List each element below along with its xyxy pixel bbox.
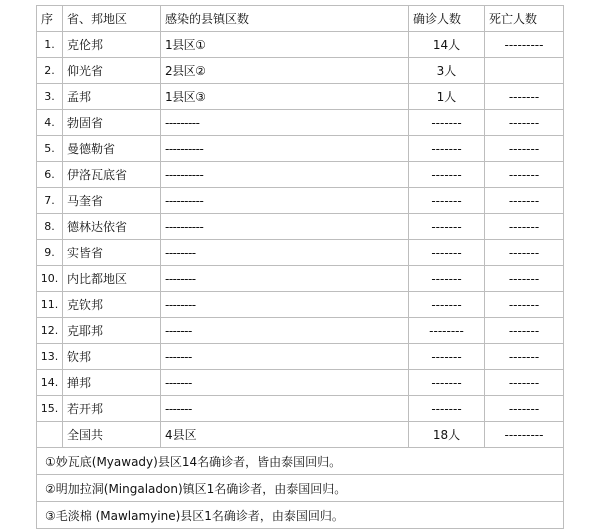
row-confirmed: ------- (409, 266, 485, 292)
total-confirmed: 18人 (409, 422, 485, 448)
row-region: 马奎省 (63, 188, 161, 214)
row-deaths: ------- (485, 396, 564, 422)
row-region: 若开邦 (63, 396, 161, 422)
row-confirmed: ------- (409, 396, 485, 422)
covid-cases-table (36, 5, 564, 529)
row-no: 6. (37, 162, 63, 188)
row-region: 仰光省 (63, 58, 161, 84)
header-no: 序 (37, 6, 63, 32)
row-confirmed: ------- (409, 240, 485, 266)
table-row (37, 318, 564, 344)
table-row (37, 110, 564, 136)
row-districts: ------- (161, 370, 409, 396)
row-confirmed: 1人 (409, 84, 485, 110)
row-no: 15. (37, 396, 63, 422)
table-header-row (37, 6, 564, 32)
row-confirmed: ------- (409, 344, 485, 370)
row-deaths: ------- (485, 84, 564, 110)
row-districts: ---------- (161, 188, 409, 214)
row-deaths: ------- (485, 136, 564, 162)
row-no: 14. (37, 370, 63, 396)
row-region: 内比都地区 (63, 266, 161, 292)
row-region: 钦邦 (63, 344, 161, 370)
row-region: 掸邦 (63, 370, 161, 396)
table-row (37, 266, 564, 292)
row-no: 8. (37, 214, 63, 240)
row-districts: ------- (161, 396, 409, 422)
row-confirmed: ------- (409, 292, 485, 318)
row-no: 11. (37, 292, 63, 318)
total-row (37, 422, 564, 448)
row-region: 曼德勒省 (63, 136, 161, 162)
total-districts: 4县区 (161, 422, 409, 448)
row-confirmed: ------- (409, 214, 485, 240)
row-districts: ------- (161, 318, 409, 344)
row-deaths: ------- (485, 162, 564, 188)
note-row (37, 475, 564, 502)
row-region: 克耶邦 (63, 318, 161, 344)
row-no: 2. (37, 58, 63, 84)
note-2: ②明加拉洞(Mingaladon)镇区1名确诊者，由泰国回归。 (37, 475, 564, 502)
row-districts: 1县区③ (161, 84, 409, 110)
table-row (37, 240, 564, 266)
note-row (37, 448, 564, 475)
row-region: 孟邦 (63, 84, 161, 110)
table-row (37, 370, 564, 396)
row-confirmed: ------- (409, 110, 485, 136)
row-districts: -------- (161, 240, 409, 266)
row-region: 克钦邦 (63, 292, 161, 318)
table-row (37, 344, 564, 370)
table-row (37, 32, 564, 58)
row-districts: ---------- (161, 162, 409, 188)
row-region: 克伦邦 (63, 32, 161, 58)
row-no: 9. (37, 240, 63, 266)
header-deaths: 死亡人数 (485, 6, 564, 32)
header-region: 省、邦地区 (63, 6, 161, 32)
row-districts: ---------- (161, 214, 409, 240)
row-deaths: ------- (485, 110, 564, 136)
row-deaths: ------- (485, 214, 564, 240)
row-deaths: ------- (485, 292, 564, 318)
row-region: 德林达依省 (63, 214, 161, 240)
row-deaths (485, 58, 564, 84)
row-no: 3. (37, 84, 63, 110)
row-deaths: ------- (485, 344, 564, 370)
row-districts: -------- (161, 266, 409, 292)
header-districts: 感染的县镇区数 (161, 6, 409, 32)
row-deaths: ------- (485, 188, 564, 214)
table-row (37, 84, 564, 110)
row-districts: ---------- (161, 136, 409, 162)
row-region: 伊洛瓦底省 (63, 162, 161, 188)
note-1: ①妙瓦底(Myawady)县区14名确诊者，皆由泰国回归。 (37, 448, 564, 475)
row-confirmed: 14人 (409, 32, 485, 58)
row-no: 1. (37, 32, 63, 58)
row-districts: 2县区② (161, 58, 409, 84)
row-no: 5. (37, 136, 63, 162)
table-body (37, 32, 564, 422)
row-districts: --------- (161, 110, 409, 136)
row-no: 10. (37, 266, 63, 292)
row-no: 4. (37, 110, 63, 136)
row-no: 12. (37, 318, 63, 344)
note-3: ③毛淡棉 (Mawlamyine)县区1名确诊者，由泰国回归。 (37, 502, 564, 529)
row-confirmed: ------- (409, 370, 485, 396)
row-no: 7. (37, 188, 63, 214)
row-confirmed: ------- (409, 188, 485, 214)
row-region: 实皆省 (63, 240, 161, 266)
row-deaths: ------- (485, 266, 564, 292)
total-label: 全国共 (63, 422, 161, 448)
row-districts: -------- (161, 292, 409, 318)
row-region: 勃固省 (63, 110, 161, 136)
table-row (37, 162, 564, 188)
row-deaths: ------- (485, 370, 564, 396)
note-row (37, 502, 564, 529)
row-deaths: --------- (485, 32, 564, 58)
table-row (37, 292, 564, 318)
total-no (37, 422, 63, 448)
row-confirmed: ------- (409, 136, 485, 162)
total-deaths: --------- (485, 422, 564, 448)
table-row (37, 136, 564, 162)
header-confirmed: 确诊人数 (409, 6, 485, 32)
row-confirmed: ------- (409, 162, 485, 188)
table-row (37, 214, 564, 240)
row-deaths: ------- (485, 318, 564, 344)
table-row (37, 396, 564, 422)
table-row (37, 188, 564, 214)
row-districts: 1县区① (161, 32, 409, 58)
row-districts: ------- (161, 344, 409, 370)
row-deaths: ------- (485, 240, 564, 266)
table-row (37, 58, 564, 84)
row-confirmed: 3人 (409, 58, 485, 84)
row-confirmed: -------- (409, 318, 485, 344)
row-no: 13. (37, 344, 63, 370)
